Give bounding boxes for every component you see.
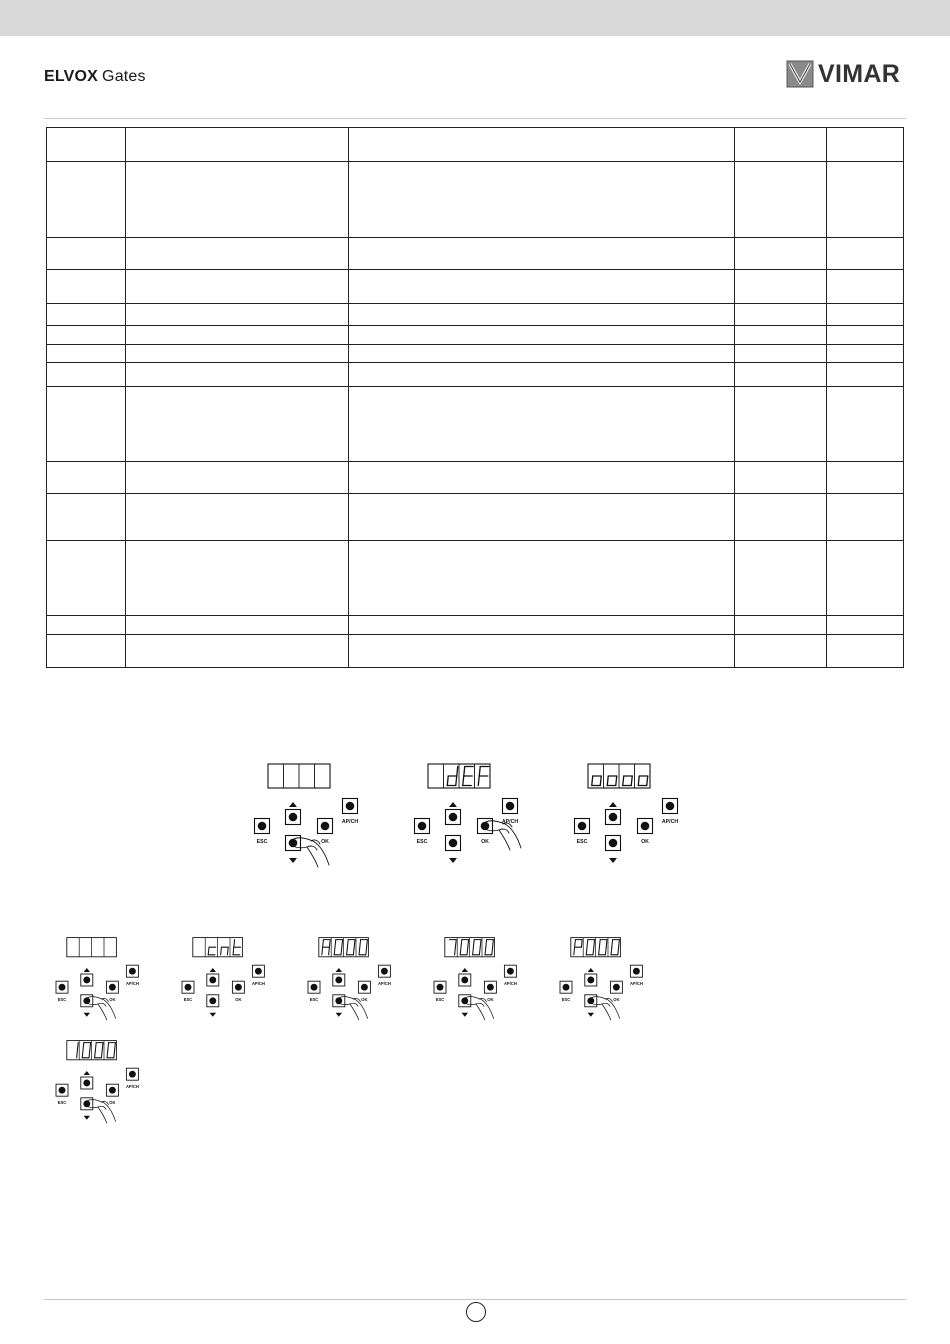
ok-button — [232, 981, 244, 1002]
arrow-up-icon — [289, 802, 297, 807]
keypad-illustration — [180, 936, 268, 1019]
ok-button-label: OK — [487, 996, 494, 1002]
keypad-illustration — [306, 936, 394, 1019]
ap-ch-button — [504, 965, 517, 986]
up-button — [446, 810, 461, 825]
esc-button — [56, 981, 68, 1002]
seven-segment-display — [445, 938, 495, 957]
esc-button-label: ESC — [309, 996, 319, 1002]
ap-ch-button-label: AP/CH — [341, 819, 359, 825]
keypad-svg — [54, 1039, 142, 1122]
table-row — [47, 462, 904, 494]
ap-ch-button — [126, 965, 139, 986]
keypad-illustration — [558, 936, 646, 1019]
ap-ch-button-label: AP/CH — [503, 980, 517, 986]
ap-ch-button-label: AP/CH — [125, 1083, 139, 1089]
down-button — [446, 836, 461, 851]
esc-button — [56, 1084, 68, 1105]
ap-ch-button — [342, 799, 358, 826]
ap-ch-button-label: AP/CH — [501, 819, 519, 825]
arrow-down-icon — [84, 1013, 90, 1017]
esc-button — [415, 819, 430, 846]
table-row — [47, 494, 904, 541]
ok-button — [484, 981, 496, 1002]
table-row — [47, 345, 904, 363]
up-button — [459, 974, 471, 986]
seven-segment-display — [428, 764, 490, 788]
brand-bold: ELVOX — [44, 68, 99, 85]
table-row — [47, 387, 904, 462]
table-row — [47, 363, 904, 387]
keypad-svg — [306, 936, 394, 1019]
keypad-illustration — [572, 762, 682, 866]
esc-button — [575, 819, 590, 846]
ok-button — [106, 1084, 118, 1105]
keypad-illustration — [252, 762, 362, 866]
keypad-illustration — [54, 936, 142, 1019]
keypad-svg — [180, 936, 268, 1019]
seven-segment-display — [67, 938, 117, 957]
down-button — [207, 995, 219, 1007]
esc-button-label: ESC — [57, 996, 67, 1002]
esc-button-label: ESC — [435, 996, 445, 1002]
parameter-table — [46, 127, 904, 668]
keypad-svg — [412, 762, 522, 866]
vimar-logo — [786, 59, 900, 89]
header-divider — [44, 118, 906, 119]
ok-button-label: OK — [641, 839, 649, 845]
esc-button-label: ESC — [183, 996, 193, 1002]
arrow-up-icon — [588, 968, 594, 972]
esc-button — [308, 981, 320, 1002]
ok-button — [610, 981, 622, 1002]
seven-segment-display — [571, 938, 621, 957]
esc-button-label: ESC — [416, 839, 428, 845]
ap-ch-button-label: AP/CH — [661, 819, 679, 825]
table-row — [47, 616, 904, 635]
table-row — [47, 326, 904, 345]
arrow-down-icon — [449, 858, 457, 863]
arrow-down-icon — [588, 1013, 594, 1017]
arrow-down-icon — [462, 1013, 468, 1017]
arrow-up-icon — [336, 968, 342, 972]
esc-button-label: ESC — [57, 1099, 67, 1105]
ap-ch-button — [662, 799, 678, 826]
up-button — [286, 810, 301, 825]
esc-button — [255, 819, 270, 846]
up-button — [81, 1077, 93, 1089]
up-button — [585, 974, 597, 986]
arrow-down-icon — [210, 1013, 216, 1017]
table-row — [47, 238, 904, 270]
esc-button — [182, 981, 194, 1002]
seven-segment-display — [319, 938, 369, 957]
keypad-svg — [54, 936, 142, 1019]
arrow-up-icon — [84, 968, 90, 972]
ap-ch-button-label: AP/CH — [377, 980, 391, 986]
ap-ch-button — [630, 965, 643, 986]
ok-button-label: OK — [321, 839, 329, 845]
arrow-down-icon — [84, 1116, 90, 1120]
ap-ch-button-label: AP/CH — [629, 980, 643, 986]
up-button — [81, 974, 93, 986]
arrow-up-icon — [210, 968, 216, 972]
ok-button-label: OK — [613, 996, 620, 1002]
footer-divider — [44, 1299, 906, 1300]
page-number-circle — [466, 1302, 486, 1322]
up-button — [333, 974, 345, 986]
ok-button-label: OK — [109, 996, 116, 1002]
ok-button — [638, 819, 653, 846]
top-grey-band — [0, 0, 950, 36]
vimar-shield-icon — [786, 60, 814, 88]
ap-ch-button-label: AP/CH — [251, 980, 265, 986]
seven-segment-display — [193, 938, 243, 957]
arrow-down-icon — [336, 1013, 342, 1017]
elvox-gates-brand — [44, 68, 146, 86]
keypad-illustration — [412, 762, 522, 866]
arrow-up-icon — [462, 968, 468, 972]
table-row — [47, 162, 904, 238]
keypad-illustration — [54, 1039, 142, 1122]
keypad-svg — [572, 762, 682, 866]
table-header-row — [47, 128, 904, 162]
seven-segment-display — [67, 1041, 117, 1060]
table-row — [47, 304, 904, 326]
vimar-logo-text: VIMAR — [818, 59, 901, 88]
ap-ch-button-label: AP/CH — [125, 980, 139, 986]
brand-light: Gates — [102, 68, 146, 85]
table-row — [47, 635, 904, 668]
arrow-down-icon — [289, 858, 297, 863]
ok-button-label: OK — [109, 1099, 116, 1105]
esc-button — [434, 981, 446, 1002]
keypad-svg — [558, 936, 646, 1019]
esc-button — [560, 981, 572, 1002]
ok-button-label: OK — [481, 839, 489, 845]
table-row — [47, 270, 904, 304]
arrow-up-icon — [449, 802, 457, 807]
seven-segment-display — [588, 764, 650, 788]
ok-button — [358, 981, 370, 1002]
arrow-up-icon — [609, 802, 617, 807]
esc-button-label: ESC — [256, 839, 268, 845]
ok-button-label: OK — [361, 996, 368, 1002]
arrow-up-icon — [84, 1071, 90, 1075]
ap-ch-button — [126, 1068, 139, 1089]
ok-button — [106, 981, 118, 1002]
keypad-illustration — [432, 936, 520, 1019]
ap-ch-button — [252, 965, 265, 986]
keypad-svg — [252, 762, 362, 866]
esc-button-label: ESC — [561, 996, 571, 1002]
seven-segment-display — [268, 764, 330, 788]
ap-ch-button — [502, 799, 518, 826]
down-button — [606, 836, 621, 851]
table-row — [47, 541, 904, 616]
up-button — [606, 810, 621, 825]
keypad-svg — [432, 936, 520, 1019]
arrow-down-icon — [609, 858, 617, 863]
ap-ch-button — [378, 965, 391, 986]
up-button — [207, 974, 219, 986]
ok-button-label: OK — [235, 996, 242, 1002]
esc-button-label: ESC — [576, 839, 588, 845]
ok-button — [318, 819, 333, 846]
